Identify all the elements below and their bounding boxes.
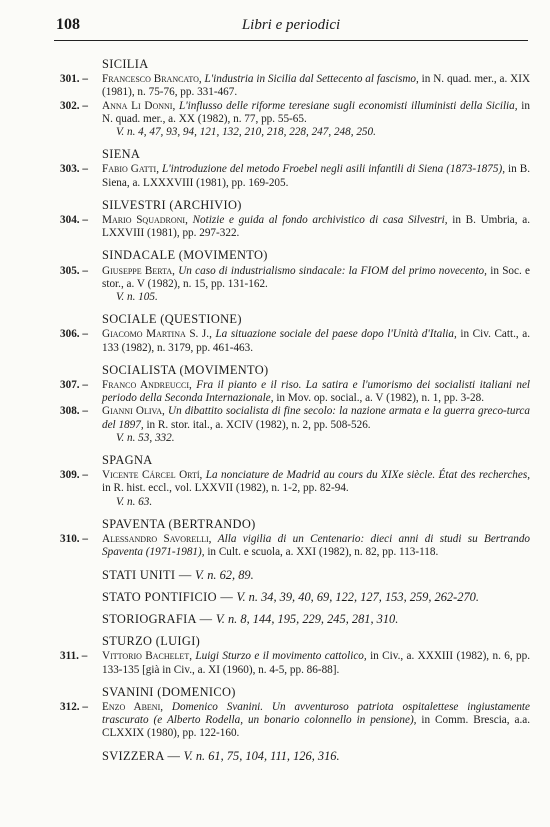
- entry-author: Mario Squadroni,: [102, 214, 188, 227]
- entry-citation: in Mov. op. social., a. V (1982), n. 1, pp. 3-28.: [276, 392, 484, 405]
- subject-heading-text: STATI UNITI —: [102, 567, 192, 582]
- subject-heading-text: SOCIALE (QUESTIONE): [102, 312, 242, 327]
- entry-title: L'introduzione del metodo Froebel negli asili infantili di Siena (1873-1875),: [162, 163, 505, 176]
- bibliography-entry: [60, 214, 530, 240]
- entry-author: Gianni Oliva,: [102, 405, 165, 418]
- entry-title: La situazione sociale del paese dopo l'Unità d'Italia,: [215, 328, 457, 341]
- entry-author: Francesco Brancato,: [102, 73, 202, 86]
- entry-cross-references: V. n. 63.: [116, 495, 153, 508]
- entry-citation: in Comm. Brescia, a.a. CLXXIX (1980), pp. 122-160.: [102, 714, 531, 740]
- subject-heading-text: SIENA: [102, 147, 141, 162]
- entry-title: Un dibattito socialista di fine secolo: la nazione armata e la guerra greco-turca del 1897,: [102, 405, 530, 431]
- subject-heading-text: STURZO (LUIGI): [102, 634, 201, 649]
- page-number: 108: [56, 16, 80, 33]
- entry-number: 304. –: [60, 214, 88, 227]
- cross-references: V. n. 8, 144, 195, 229, 245, 281, 310.: [215, 611, 399, 626]
- bibliography-entry: [60, 469, 530, 509]
- entry-number: 311. –: [60, 650, 88, 663]
- bibliography-entry: [60, 328, 530, 354]
- entry-title: L'influsso delle riforme teresiane sugli economisti illuministi della Sicilia,: [179, 99, 518, 112]
- entry-title: L'industria in Sicilia dal Settecento al fascismo,: [204, 73, 419, 86]
- entry-title: Fra il pianto e il riso. La satira e l'umorismo dei socialisti italiani nel periodo della Seconda Internazionale,: [102, 379, 531, 405]
- subject-heading-text: SPAVENTA (BERTRANDO): [102, 516, 256, 531]
- entry-number: 302. –: [60, 99, 88, 112]
- entry-number: 308. –: [60, 405, 88, 418]
- subject-section: [60, 249, 530, 304]
- entry-cross-references: V. n. 4, 47, 93, 94, 121, 132, 210, 218, 228, 247, 248, 250.: [116, 126, 376, 139]
- entry-citation: in Civ. Catt., a. 133 (1982), n. 3179, pp. 461-463.: [102, 328, 531, 354]
- bibliography-entry: [60, 405, 530, 445]
- bibliography-entry: [60, 379, 530, 405]
- subject-heading-text: STORIOGRAFIA —: [102, 611, 213, 626]
- entry-title: Un caso di industrialismo sindacale: la FIOM del primo novecento,: [178, 264, 487, 277]
- bibliography-entry: [60, 73, 530, 99]
- subject-section: [60, 613, 530, 626]
- entry-title: Luigi Sturzo e il movimento cattolico,: [195, 650, 367, 663]
- entry-number: 310. –: [60, 533, 88, 546]
- entry-author: Giuseppe Berta,: [102, 264, 175, 277]
- entry-author: Vittorio Bachelet,: [102, 650, 192, 663]
- entry-author: Franco Andreucci,: [102, 379, 192, 392]
- entry-number: 305. –: [60, 264, 88, 277]
- subject-section: [60, 518, 530, 560]
- page-header: [56, 18, 526, 40]
- entry-number: 312. –: [60, 700, 88, 713]
- subject-section: [60, 569, 530, 582]
- subject-heading: [102, 58, 530, 71]
- subject-heading-text: SVIZZERA —: [102, 748, 181, 763]
- entry-citation: in Soc. e stor., a. V (1982), n. 15, pp. 131-162.: [102, 264, 531, 290]
- subject-heading-text: SILVESTRI (ARCHIVIO): [102, 197, 242, 212]
- running-title: Libri e periodici: [241, 17, 341, 33]
- entry-citation: in B. Umbria, a. LXXVIII (1981), pp. 297-322.: [102, 214, 531, 240]
- entry-number: 309. –: [60, 469, 88, 482]
- entry-author: Giacomo Martina S. J.,: [102, 328, 212, 341]
- subject-heading-text: SICILIA: [102, 57, 149, 71]
- entry-citation: in R. stor. ital., a. XCIV (1982), n. 2, pp. 508-526.: [146, 418, 371, 431]
- entry-citation: in B. Siena, a. LXXXVIII (1981), pp. 169-205.: [102, 163, 531, 189]
- bibliography-entry: [60, 265, 530, 305]
- cross-references: V. n. 62, 89.: [195, 567, 254, 582]
- subject-heading: [102, 569, 530, 582]
- subject-section: [60, 313, 530, 355]
- subject-heading: [102, 591, 530, 604]
- subject-heading-text: SOCIALISTA (MOVIMENTO): [102, 362, 269, 377]
- entry-number: 306. –: [60, 328, 88, 341]
- subject-heading: [102, 454, 530, 467]
- entry-number: 301. –: [60, 73, 88, 86]
- subject-section: [60, 58, 530, 139]
- entry-author: Anna Li Donni,: [102, 99, 176, 112]
- subject-heading: [102, 313, 530, 326]
- cross-references: V. n. 34, 39, 40, 69, 122, 127, 153, 259, 262-270.: [236, 589, 479, 604]
- header-rule: [54, 40, 528, 41]
- bibliography-entry: [60, 163, 530, 189]
- subject-heading: [102, 613, 530, 626]
- subject-section: [60, 686, 530, 741]
- subject-heading: [102, 686, 530, 699]
- entry-title: Domenico Svanini. Un avventuroso patriota ospitalettese ingiustamente trascurato (e Alberto Rodella, un bonario colonnello in pensione),: [102, 700, 530, 727]
- entry-number: 303. –: [60, 163, 88, 176]
- entry-cross-references: V. n. 105.: [116, 291, 158, 304]
- subject-heading-text: SPAGNA: [102, 453, 153, 468]
- subject-heading-text: SVANINI (DOMENICO): [102, 684, 236, 699]
- subject-section: [60, 454, 530, 509]
- entry-author: Vicente Cárcel Ortí,: [102, 469, 203, 482]
- subject-heading: [102, 635, 530, 648]
- entry-citation: in Cult. e scuola, a. XXI (1982), n. 82, pp. 113-118.: [207, 546, 439, 559]
- subject-section: [60, 750, 530, 763]
- bibliography-list: [60, 58, 530, 772]
- subject-section: [60, 364, 530, 445]
- entry-citation: in Civ., a. XXXIII (1982), n. 6, pp. 133-135 [già in Civ., a. XI (1960), n. 4-5, pp. 86-88].: [102, 650, 530, 676]
- subject-heading: [102, 750, 530, 763]
- subject-section: [60, 199, 530, 241]
- entry-title: La nonciature de Madrid au cours du XIXe siècle. État des recherches,: [205, 469, 531, 482]
- entry-citation: in N. quad. mer., a. XX (1982), n. 77, pp. 55-65.: [102, 99, 530, 125]
- entry-citation: in N. quad. mer., a. XIX (1981), n. 75-76, pp. 331-467.: [102, 73, 531, 99]
- subject-heading: [102, 199, 530, 212]
- subject-heading: [102, 364, 530, 377]
- entry-citation: in R. hist. eccl., vol. LXXVII (1982), n. 1-2, pp. 82-94.: [102, 482, 349, 495]
- subject-section: [60, 635, 530, 677]
- subject-section: [60, 148, 530, 190]
- entry-cross-references: V. n. 53, 332.: [116, 431, 175, 444]
- bibliography-entry: [60, 533, 530, 559]
- entry-title: Notizie e guida al fondo archivistico di casa Silvestri,: [192, 214, 448, 227]
- entry-title: Alla vigilia di un Centenario: dieci anni di studi su Bertrando Spaventa (1971-1981),: [102, 533, 531, 559]
- entry-number: 307. –: [60, 379, 88, 392]
- subject-heading: [102, 249, 530, 262]
- bibliography-entry: [60, 650, 530, 676]
- entry-author: Fabio Gatti,: [102, 163, 160, 176]
- cross-references: V. n. 61, 75, 104, 111, 126, 316.: [183, 748, 340, 763]
- subject-heading-text: SINDACALE (MOVIMENTO): [102, 248, 268, 263]
- bibliography-entry: [60, 701, 530, 741]
- entry-author: Enzo Abeni,: [102, 700, 164, 713]
- bibliography-entry: [60, 100, 530, 140]
- subject-heading: [102, 148, 530, 161]
- subject-heading-text: STATO PONTIFICIO —: [102, 589, 234, 604]
- subject-section: [60, 591, 530, 604]
- subject-heading: [102, 518, 530, 531]
- entry-author: Alessandro Savorelli,: [102, 533, 212, 546]
